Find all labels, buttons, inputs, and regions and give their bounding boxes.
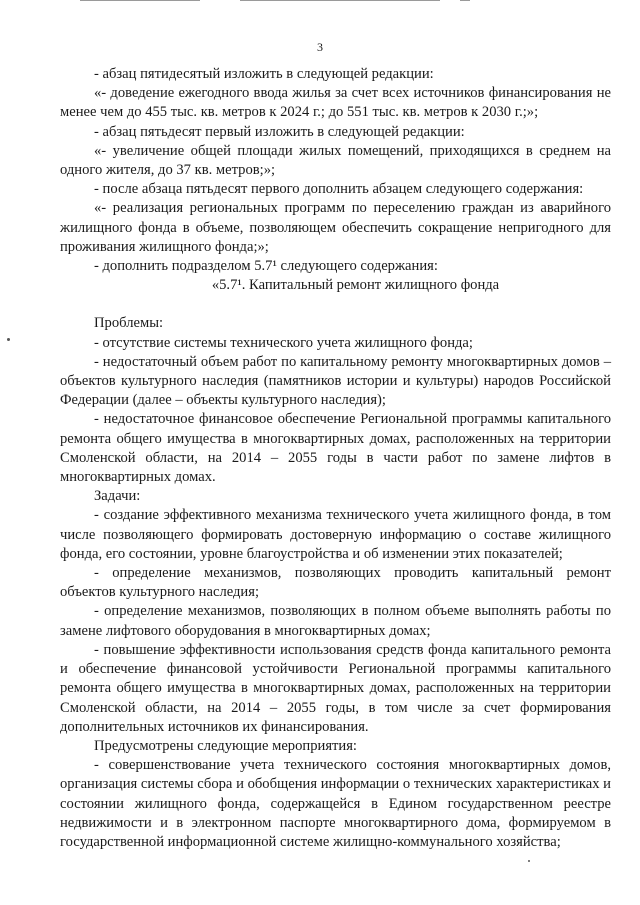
document-body <box>60 65 611 852</box>
paragraph: - недостаточный объем работ по капитальному ремонту многоквартирных домов – объектов культурного наследия (памятников истории и культуры) народов Российской Федерации (далее – объекты культурного наследия); <box>60 353 611 409</box>
scan-edge-line <box>240 0 440 1</box>
paragraph: Задачи: <box>94 488 141 505</box>
paragraph: - абзац пятьдесят первый изложить в следующей редакции: <box>94 123 465 140</box>
blank-line <box>60 295 611 314</box>
paragraph: «- доведение ежегодного ввода жилья за счет всех источников финансирования не менее чем до 455 тыс. кв. метров к 2024 г.; до 551 тыс. кв. метров к 2030 г.;»; <box>60 85 611 121</box>
paragraph: «- увеличение общей площади жилых помещений, приходящихся в среднем на одного жителя, до 37 кв. метров;»; <box>60 142 611 179</box>
paragraph: - совершенствование учета технического состояния многоквартирных домов, организация системы сбора и обобщения информации о технических характеристиках и состоянии жилищного фонда, содержащейся в Едином государственном реестре недвижимости и в электронном паспорте многоквартирного дома, формируемом в государственной информационной системе жилищно-коммунального хозяйства; <box>60 757 611 850</box>
paragraph: - абзац пятидесятый изложить в следующей редакции: <box>94 66 434 82</box>
paragraph: - определение механизмов, позволяющих проводить капитальный ремонт объектов культурного наследия; <box>60 565 611 601</box>
page-number: 3 <box>317 40 323 54</box>
paragraph: - определение механизмов, позволяющих в полном объеме выполнять работы по замене лифтового оборудования в многоквартирных домах; <box>60 603 611 639</box>
paragraph: - отсутствие системы технического учета жилищного фонда; <box>94 334 473 351</box>
scan-speck <box>528 860 530 862</box>
paragraph: Предусмотрены следующие мероприятия: <box>94 737 357 754</box>
scan-speck <box>7 338 10 341</box>
paragraph: - недостаточное финансовое обеспечение Региональной программы капитального ремонта общего имущества в многоквартирных домах, расположенных на территории Смоленской области, на 2014 – 2055 годы в части работ по замене лифтов в многоквартирных домах. <box>60 411 611 486</box>
paragraph: - после абзаца пятьдесят первого дополнить абзацем следующего содержания: <box>94 181 584 198</box>
paragraph: - дополнить подразделом 5.7¹ следующего содержания: <box>94 258 438 275</box>
paragraph: - создание эффективного механизма технического учета жилищного фонда, в том числе позволяющего формировать достоверную информацию о составе жилищного фонда, его состоянии, уровне благоустройства и об изменении этих показателей; <box>60 507 611 562</box>
paragraph: «- реализация региональных программ по переселению граждан из аварийного жилищного фонда в объеме, позволяющем обеспечить сокращение непригодного для проживания жилищного фонда;»; <box>60 200 611 255</box>
paragraph: - повышение эффективности использования средств фонда капитального ремонта и обеспечение финансовой устойчивости Региональной программы капитального ремонта общего имущества в многоквартирных домах, расположенных на территории Смоленской области, на 2014 – 2055 годы, в том числе за счет формирования дополнительных источников их финансирования. <box>60 641 611 735</box>
scan-edge-line <box>80 0 200 1</box>
section-title: «5.7¹. Капитальный ремонт жилищного фонда <box>211 277 500 294</box>
paragraph: Проблемы: <box>94 315 164 332</box>
scan-edge-line <box>460 0 470 1</box>
